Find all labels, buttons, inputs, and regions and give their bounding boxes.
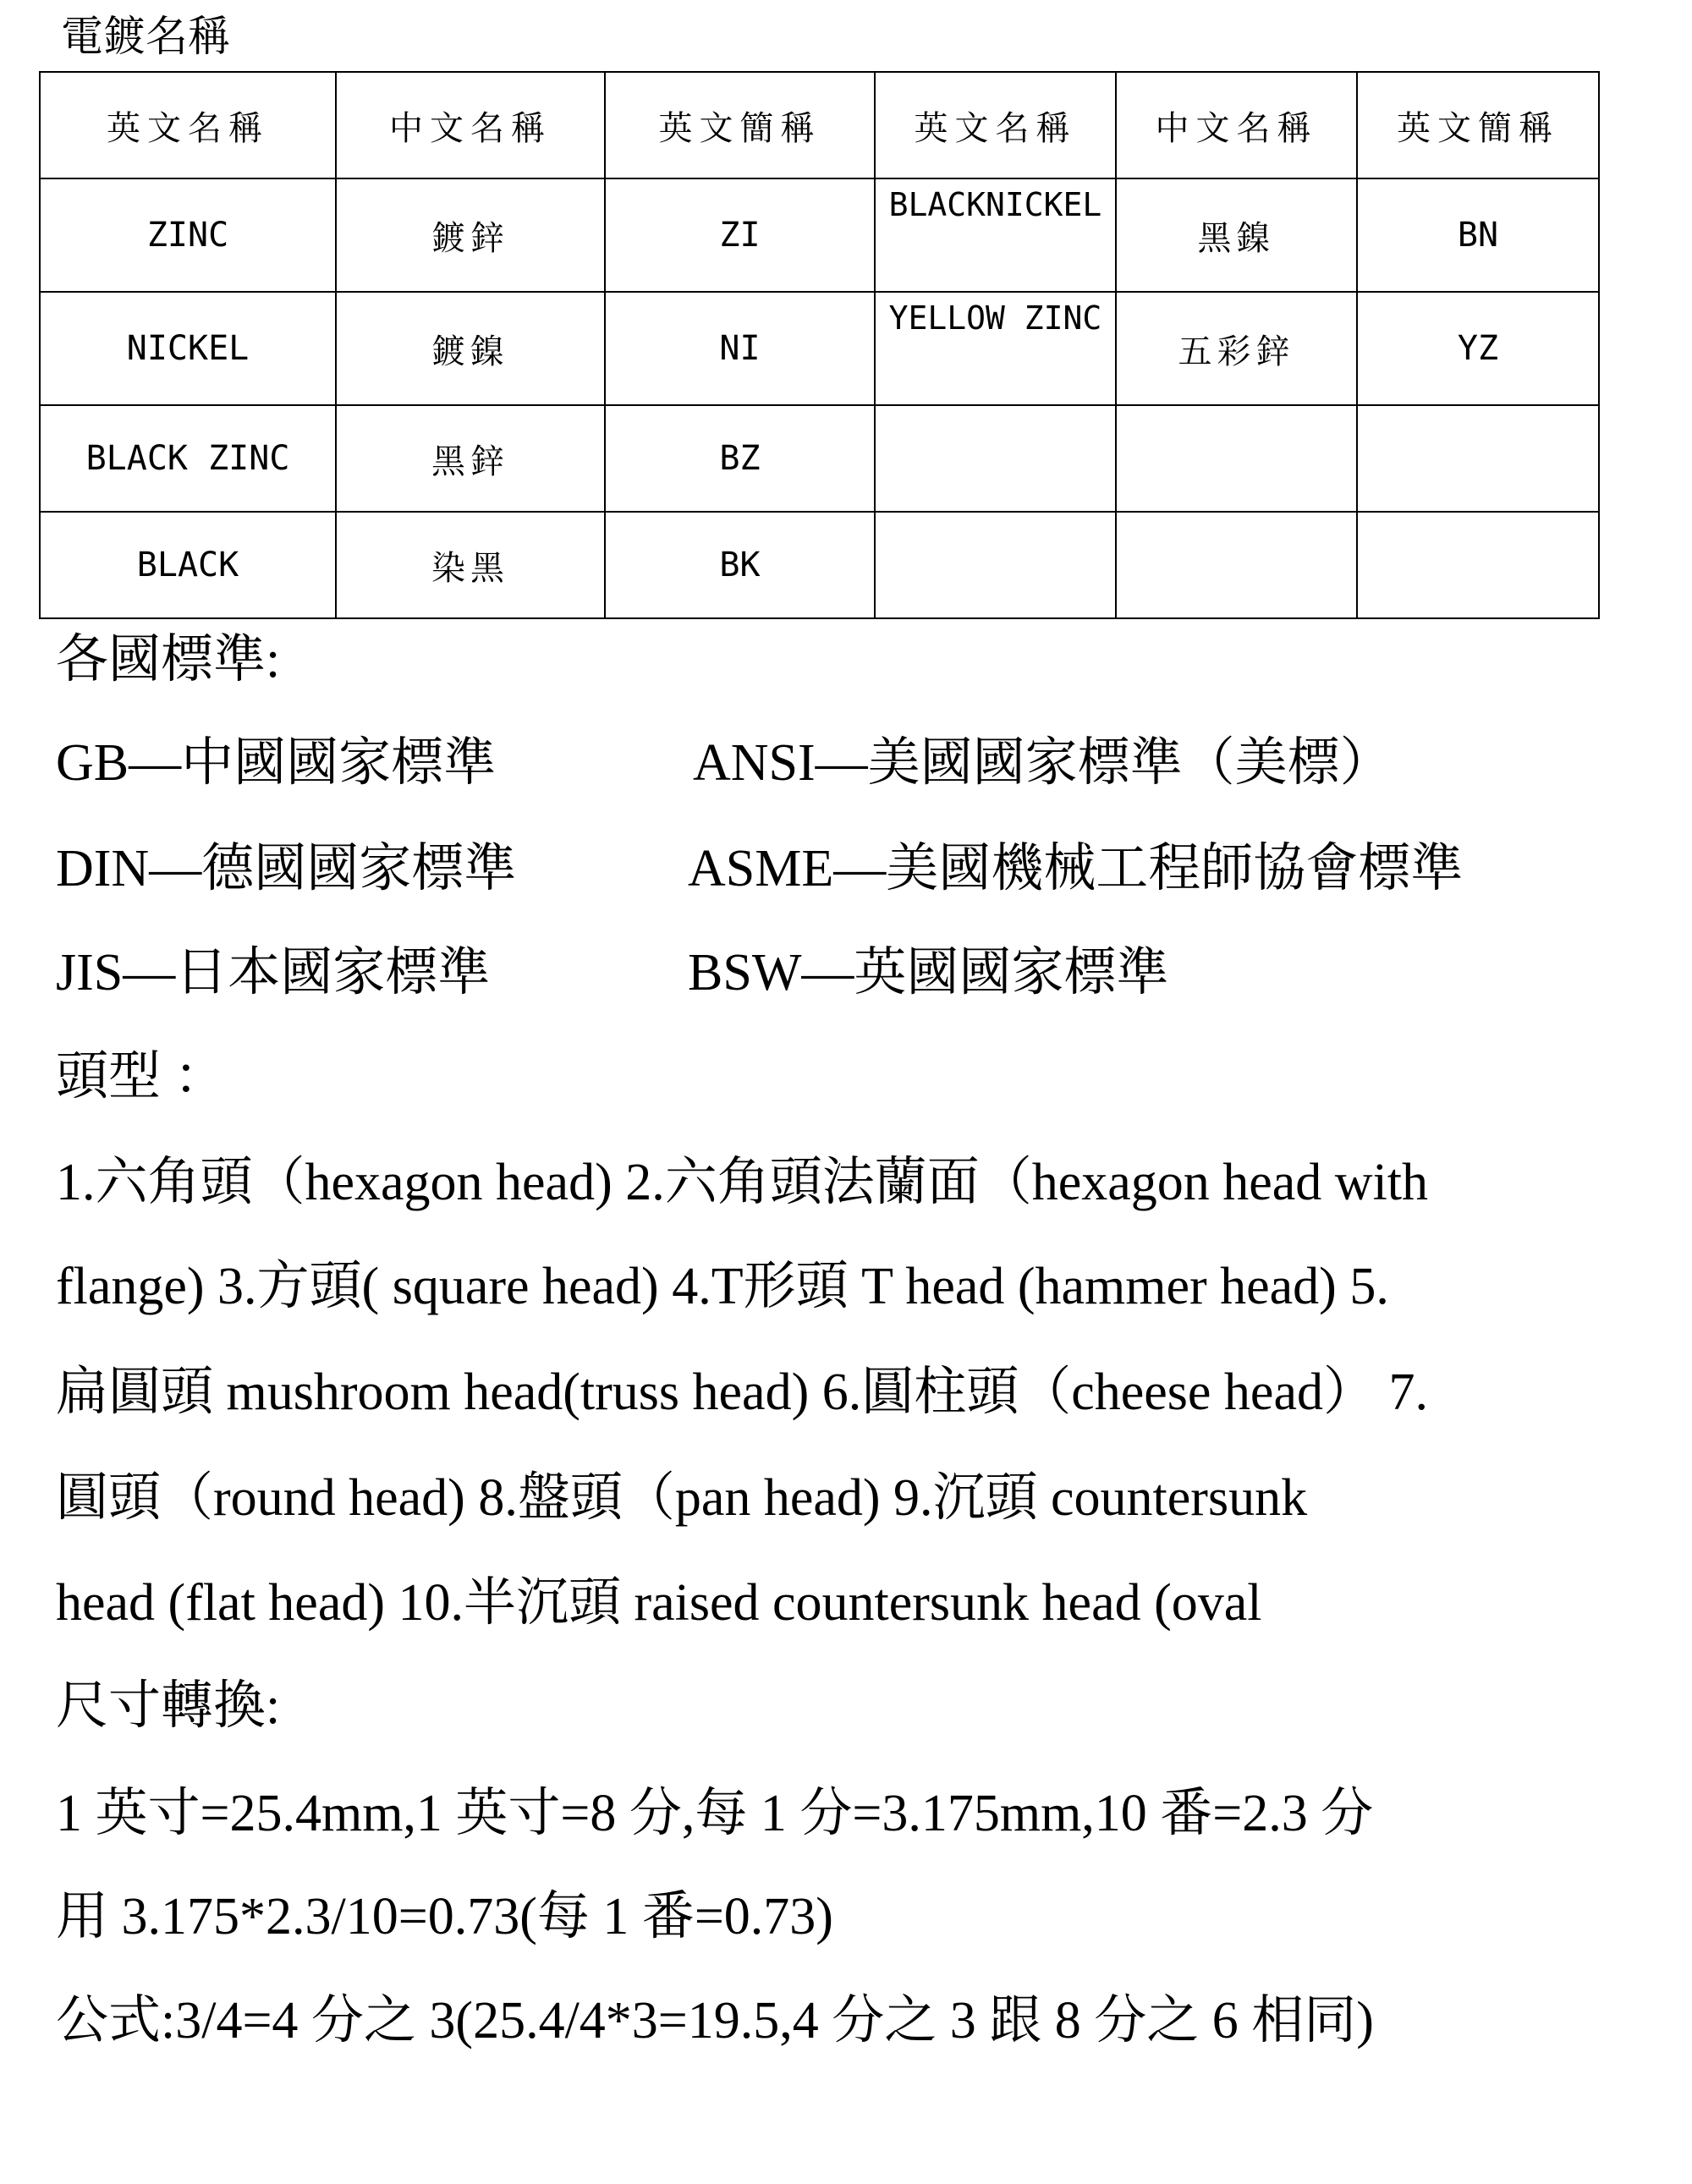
- table-row: [40, 178, 1599, 292]
- header-cell: 中文名稱: [336, 72, 605, 178]
- table-cell: [1116, 512, 1357, 618]
- table-cell: NI: [605, 292, 875, 405]
- standards-row: [56, 835, 1464, 903]
- table-cell: BK: [605, 512, 875, 618]
- standards-row: [56, 729, 1393, 797]
- table-row: [40, 512, 1599, 618]
- standard-gb: GB—中國國家標準: [56, 734, 497, 792]
- table-row: [40, 405, 1599, 512]
- table-cell: 鍍鎳: [336, 292, 605, 405]
- table-cell: YZ: [1357, 292, 1599, 405]
- table-cell: BZ: [605, 405, 875, 512]
- header-cell: 英文簡稱: [1357, 72, 1599, 178]
- standards-heading: 各國標準:: [56, 631, 281, 689]
- table-cell: [875, 512, 1116, 618]
- table-cell: BLACKNICKEL: [875, 178, 1116, 292]
- document-title: 電鍍名稱: [61, 12, 230, 61]
- table-cell: 黑鎳: [1116, 178, 1357, 292]
- plating-table: [39, 71, 1600, 619]
- header-cell: 英文名稱: [40, 72, 336, 178]
- table-cell: BLACK ZINC: [40, 405, 336, 512]
- head-types-line: flange) 3.方頭( square head) 4.T形頭 T head (hammer head) 5.: [56, 1258, 1389, 1315]
- table-cell: BLACK: [40, 512, 336, 618]
- header-cell: 中文名稱: [1116, 72, 1357, 178]
- head-types-line: 圓頭（round head) 8.盤頭（pan head) 9.沉頭 countersunk: [56, 1469, 1308, 1527]
- head-types-line: 1.六角頭（hexagon head) 2.六角頭法蘭面（hexagon head with: [56, 1154, 1429, 1211]
- table-cell: 鍍鋅: [336, 178, 605, 292]
- table-header-row: [40, 72, 1599, 178]
- table-row: [40, 292, 1599, 405]
- standard-din: DIN—德國國家標準: [56, 840, 517, 897]
- header-cell: 英文簡稱: [605, 72, 875, 178]
- standard-ansi: ANSI—美國國家標準（美標）: [693, 734, 1393, 792]
- table-cell: NICKEL: [40, 292, 336, 405]
- conversion-line: 用 3.175*2.3/10=0.73(每 1 番=0.73): [56, 1888, 833, 1945]
- table-cell: [1116, 405, 1357, 512]
- head-types-line: 扁圓頭 mushroom head(truss head) 6.圓柱頭（cheese head） 7.: [56, 1364, 1428, 1421]
- conversion-line: 公式:3/4=4 分之 3(25.4/4*3=19.5,4 分之 3 跟 8 分之 6 相同): [56, 1992, 1374, 2050]
- table-cell: 黑鋅: [336, 405, 605, 512]
- table-cell: YELLOW ZINC: [875, 292, 1116, 405]
- table-cell: ZI: [605, 178, 875, 292]
- table-cell: 染黑: [336, 512, 605, 618]
- table-cell: [1357, 512, 1599, 618]
- standard-bsw: BSW—英國國家標準: [688, 944, 1169, 1001]
- table-cell: [1357, 405, 1599, 512]
- standard-jis: JIS—日本國家標準: [56, 944, 491, 1001]
- conversion-heading: 尺寸轉換:: [56, 1677, 281, 1735]
- table-cell: ZINC: [40, 178, 336, 292]
- standards-row: [56, 939, 1169, 1007]
- conversion-line: 1 英寸=25.4mm,1 英寸=8 分,每 1 分=3.175mm,10 番=2.3 分: [56, 1785, 1374, 1842]
- table-cell: [875, 405, 1116, 512]
- header-cell: 英文名稱: [875, 72, 1116, 178]
- head-types-line: head (flat head) 10.半沉頭 raised countersunk head (oval: [56, 1574, 1262, 1632]
- table-cell: BN: [1357, 178, 1599, 292]
- head-types-heading: 頭型 ：: [56, 1048, 227, 1106]
- standard-asme: ASME—美國機械工程師協會標準: [688, 840, 1464, 897]
- table-cell: 五彩鋅: [1116, 292, 1357, 405]
